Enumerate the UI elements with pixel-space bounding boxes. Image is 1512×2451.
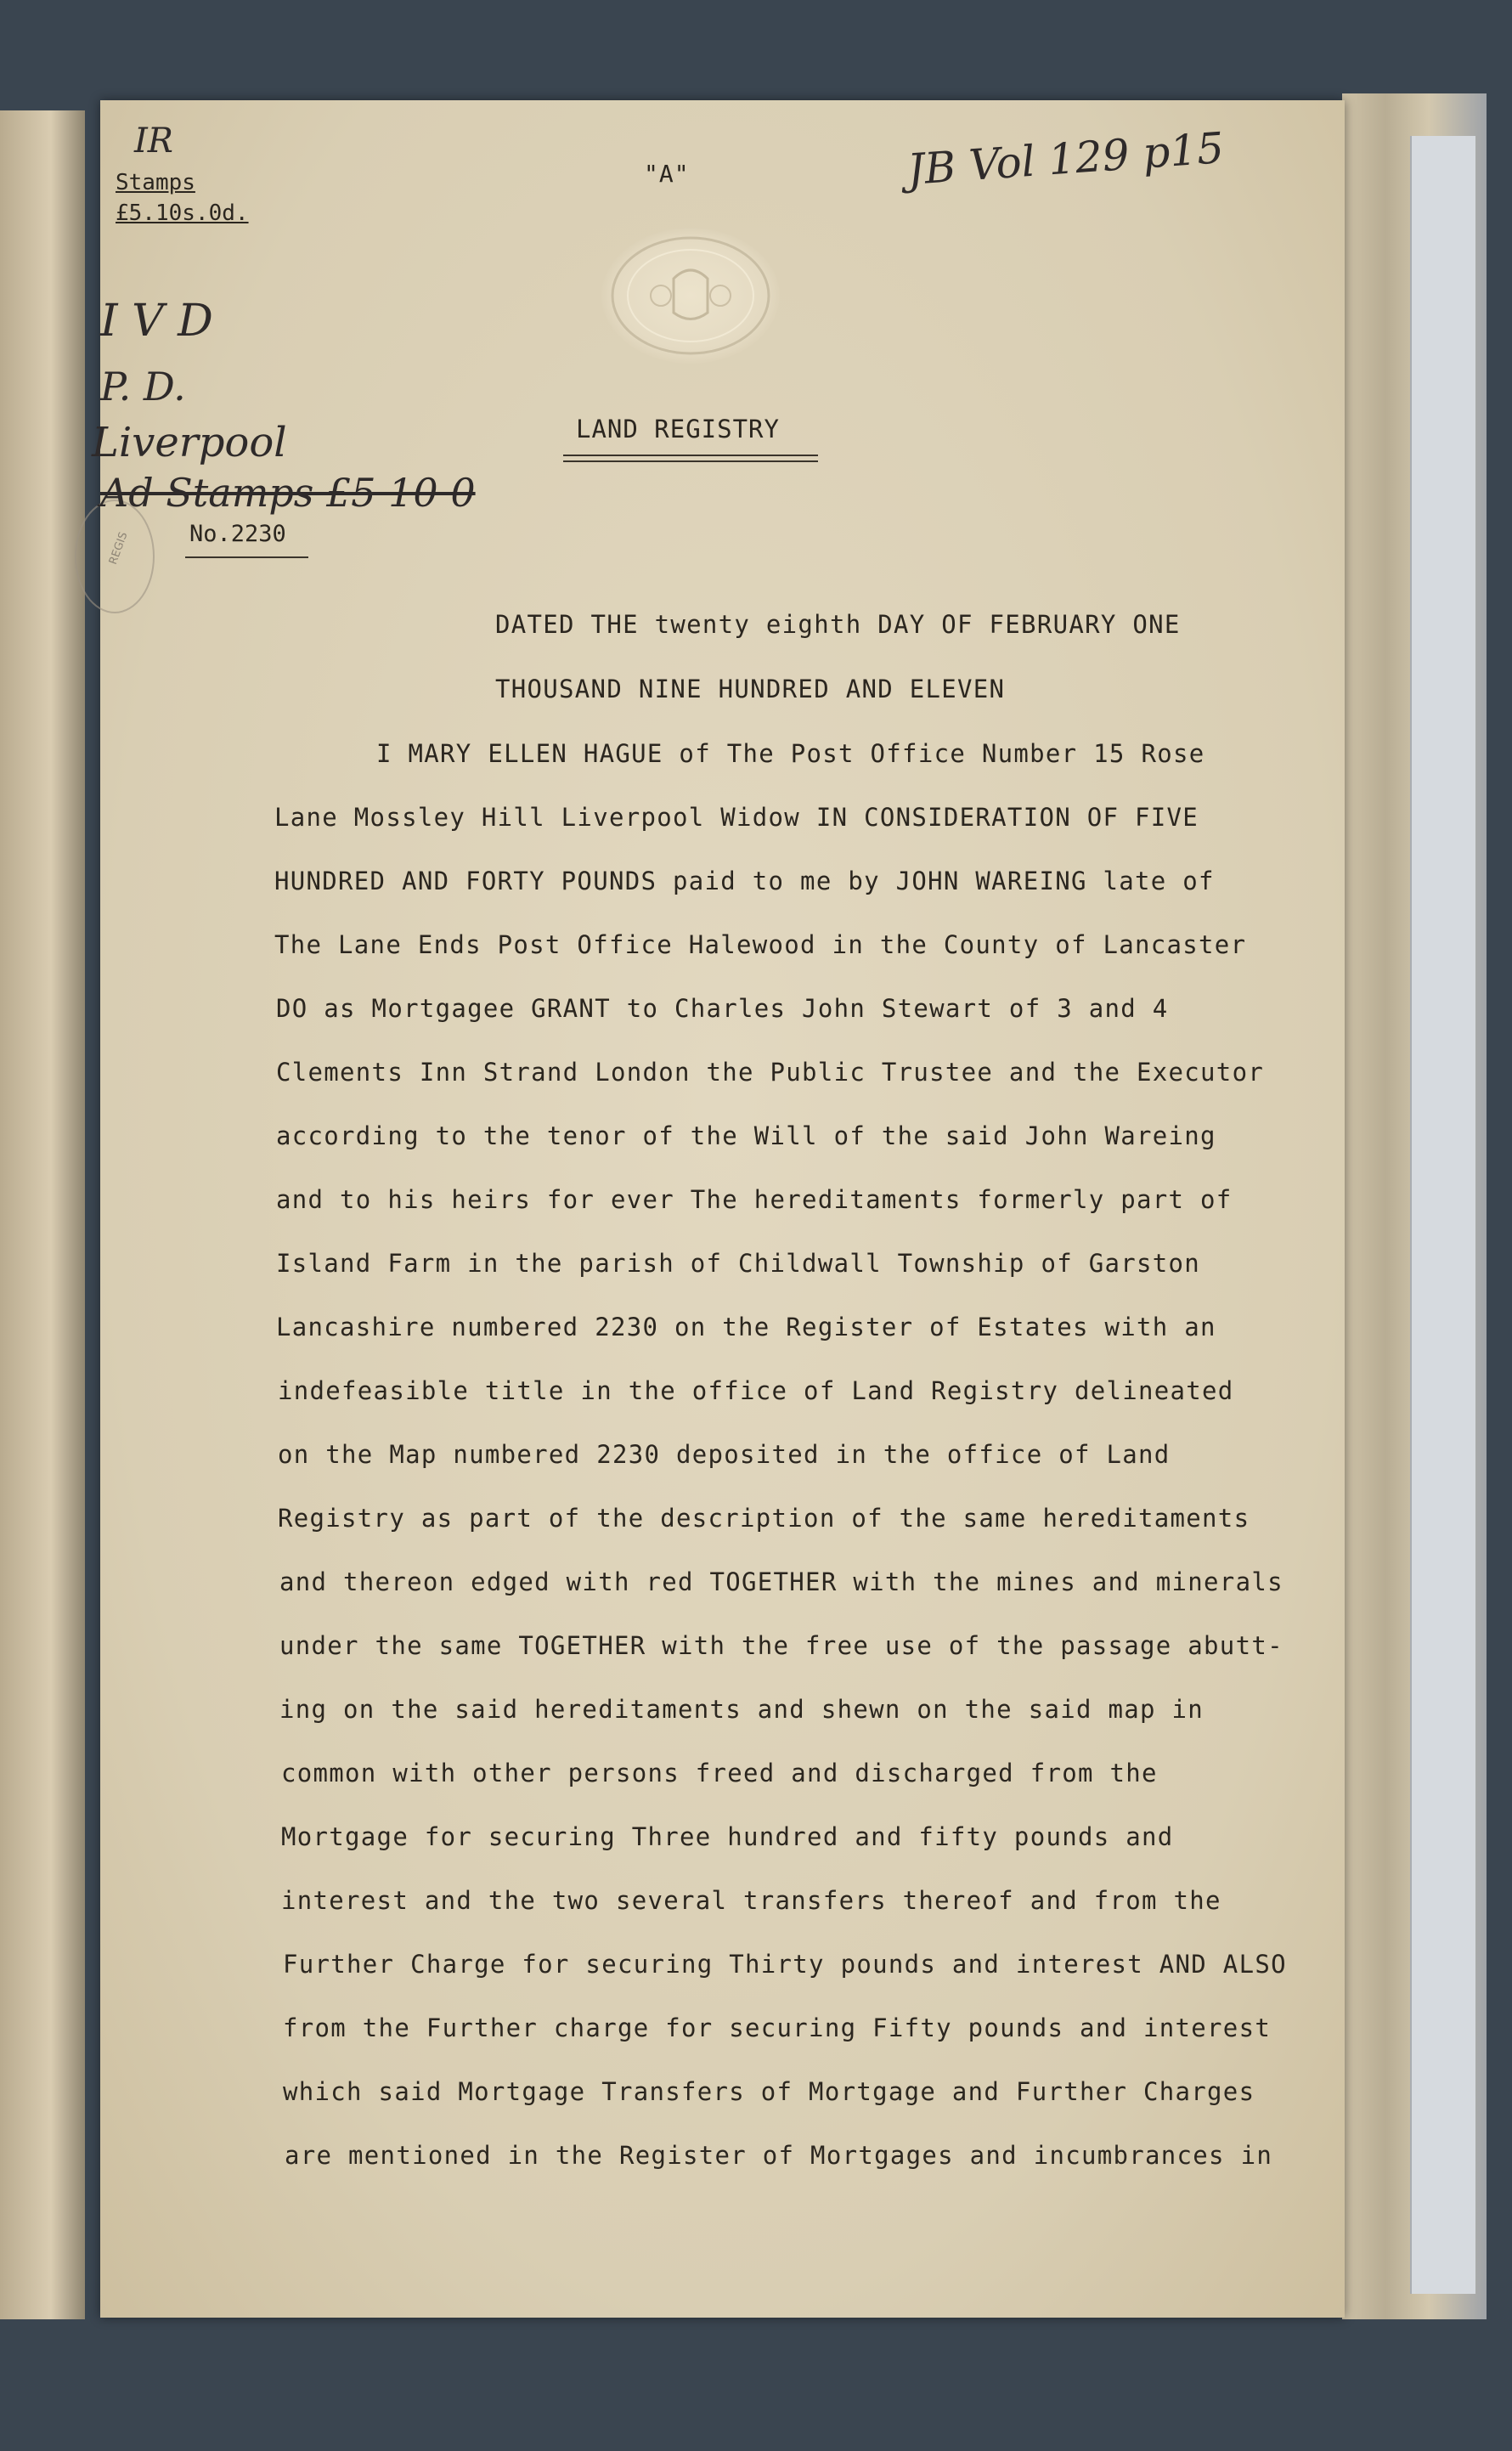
- body-line: under the same TOGETHER with the free use of the passage abutt-: [279, 1631, 1284, 1660]
- stamp-amount: £5.10s.0d.: [116, 200, 249, 226]
- body-line: which said Mortgage Transfers of Mortgage and Further Charges: [283, 2077, 1255, 2106]
- body-line: common with other persons freed and discharged from the: [281, 1759, 1158, 1787]
- body-line: according to the tenor of the Will of the said John Wareing: [276, 1121, 1216, 1150]
- body-line: Registry as part of the description of the same hereditaments: [278, 1504, 1250, 1533]
- body-line: HUNDRED AND FORTY POUNDS paid to me by JOHN WAREING late of: [274, 867, 1215, 895]
- register-number: No.2230: [189, 521, 286, 547]
- margin-note-ivd: I V D: [100, 296, 213, 347]
- document-title: LAND REGISTRY: [576, 415, 780, 443]
- body-line: Mortgage for securing Three hundred and fifty pounds and: [281, 1822, 1174, 1851]
- body-line: on the Map numbered 2230 deposited in the office of Land: [278, 1440, 1171, 1469]
- facing-page-edge: [0, 110, 85, 2319]
- body-line: Clements Inn Strand London the Public Trustee and the Executor: [276, 1058, 1265, 1087]
- body-line: ing on the said hereditaments and shewn on the said map in: [279, 1695, 1205, 1724]
- body-line: Further Charge for securing Thirty pounds and interest AND ALSO: [283, 1950, 1287, 1979]
- document-page: [92, 100, 1345, 2318]
- registry-stamp-text: REGIS: [106, 530, 131, 567]
- struck-stamps-note: Ad Stamps £5 10 0: [100, 470, 476, 516]
- body-line: are mentioned in the Register of Mortgages and incumbrances in: [285, 2141, 1273, 2170]
- body-line: Island Farm in the parish of Childwall Township of Garston: [276, 1249, 1201, 1278]
- inserted-sheet-edge: [1410, 136, 1475, 2294]
- body-line: DO as Mortgagee GRANT to Charles John Stewart of 3 and 4: [276, 994, 1169, 1023]
- reference-note: JB Vol 129 p15: [906, 123, 1226, 195]
- body-line: Lane Mossley Hill Liverpool Widow IN CONSIDERATION OF FIVE: [274, 803, 1199, 832]
- date-line-2: THOUSAND NINE HUNDRED AND ELEVEN: [495, 675, 1006, 703]
- body-line: and to his heirs for ever The hereditaments formerly part of: [276, 1185, 1233, 1214]
- date-line-1: DATED THE twenty eighth DAY OF FEBRUARY ONE: [495, 610, 1181, 639]
- body-line: indefeasible title in the office of Land Registry delineated: [278, 1376, 1234, 1405]
- body-line: Lancashire numbered 2230 on the Register of Estates with an: [276, 1313, 1216, 1341]
- initials-note: IR: [134, 121, 173, 161]
- register-number-rule: [185, 556, 308, 558]
- body-line: from the Further charge for securing Fifty pounds and interest: [283, 2013, 1272, 2042]
- stamps-label: Stamps: [116, 170, 195, 195]
- margin-note-liverpool: Liverpool: [92, 419, 287, 466]
- body-line: The Lane Ends Post Office Halewood in the County of Lancaster: [274, 930, 1247, 959]
- title-underline-2: [563, 460, 818, 462]
- body-line: and thereon edged with red TOGETHER with the mines and minerals: [279, 1567, 1284, 1596]
- margin-note-pd: P. D.: [100, 364, 186, 409]
- document-letter: "A": [644, 160, 690, 188]
- embossed-seal: [601, 228, 780, 364]
- body-line: interest and the two several transfers thereof and from the: [281, 1886, 1221, 1915]
- body-line: I MARY ELLEN HAGUE of The Post Office Number 15 Rose: [376, 739, 1205, 768]
- title-underline-1: [563, 455, 818, 456]
